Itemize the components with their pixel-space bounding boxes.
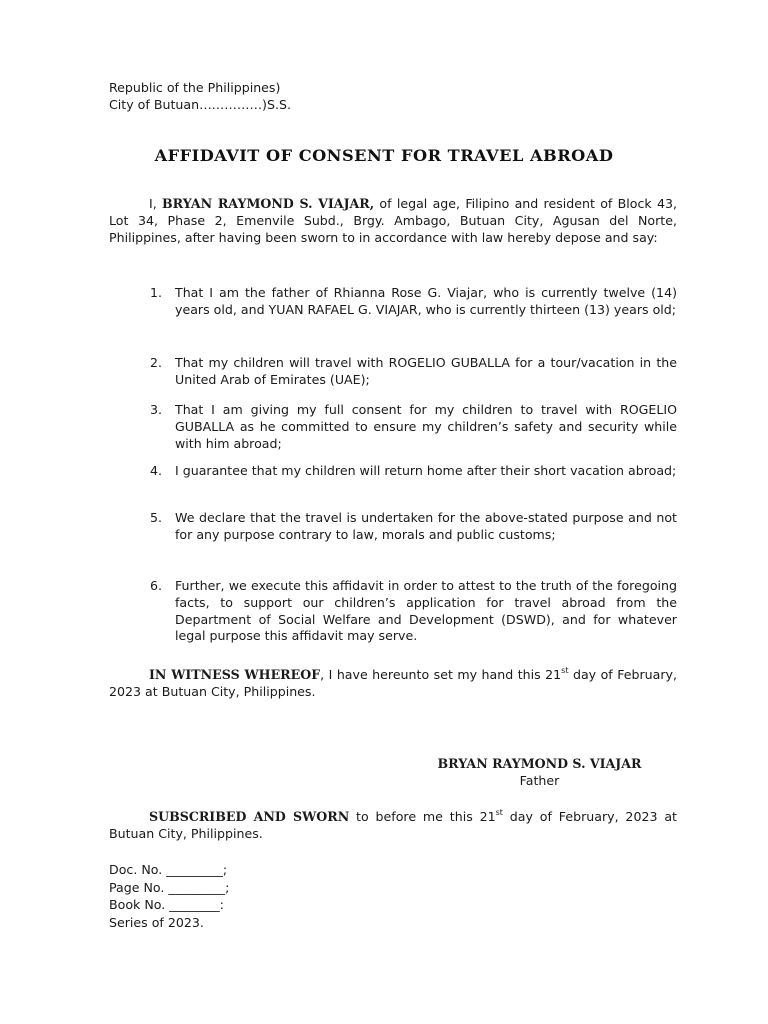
notarial-register — [109, 862, 229, 932]
item-text: That my children will travel with ROGELIO GUBALLA for a tour/vacation in the United Arab of Emirates (UAE); — [175, 355, 677, 387]
list-item — [150, 355, 677, 389]
doc-number: Doc. No. _________; — [109, 862, 228, 877]
signatory-name: BRYAN RAYMOND S. VIAJAR — [437, 756, 642, 771]
venue-line-city: City of Butuan……………)S.S. — [109, 96, 291, 112]
intro-paragraph — [109, 196, 677, 246]
series-year: Series of 2023. — [109, 914, 204, 930]
intro-lead: I, — [149, 196, 157, 211]
item-text: We declare that the travel is undertaken for the above-stated purpose and not for any purpose contrary to law, morals and public customs; — [175, 510, 677, 542]
book-number: Book No. ________: — [109, 897, 224, 913]
list-item — [150, 463, 677, 480]
item-text: That I am the father of Rhianna Rose G. Viajar, who is currently twelve (14) years old, and YUAN RAFAEL G. VIAJAR, who is currently thirteen (13) years old; — [175, 285, 677, 317]
item-number: 3. — [150, 402, 163, 417]
witness-lead: IN WITNESS WHEREOF — [149, 667, 321, 682]
list-item — [150, 402, 677, 452]
signature-block — [427, 756, 652, 790]
list-item — [150, 510, 677, 544]
item-number: 5. — [150, 510, 163, 525]
jurat-text-2: day of February, 2023 at Butuan City, Philippines. — [109, 809, 677, 841]
item-text: That I am giving my full consent for my children to travel with ROGELIO GUBALLA as he committed to ensure my children’s safety and security while with him abroad; — [175, 402, 677, 451]
venue-line-republic: Republic of the Philippines) — [109, 80, 281, 95]
item-number: 1. — [150, 285, 163, 300]
jurat-superscript: st — [495, 808, 503, 817]
item-number: 4. — [150, 463, 163, 478]
page-number: Page No. _________; — [109, 879, 230, 895]
witness-text-1: , I have hereunto set my hand this 21 — [320, 667, 562, 682]
witness-text-2: day of February, 2023 at Butuan City, Philippines. — [109, 667, 678, 699]
list-item — [150, 578, 677, 645]
signatory-role: Father — [519, 772, 560, 788]
witness-paragraph — [109, 667, 677, 701]
jurat-lead: SUBSCRIBED AND SWORN — [149, 809, 350, 824]
document-title: AFFIDAVIT OF CONSENT FOR TRAVEL ABROAD — [154, 146, 614, 165]
list-item — [150, 285, 677, 319]
jurat-paragraph — [109, 809, 677, 843]
item-text: I guarantee that my children will return home after their short vacation abroad; — [175, 463, 677, 478]
witness-superscript: st — [561, 666, 569, 675]
item-number: 6. — [150, 578, 163, 593]
item-text: Further, we execute this affidavit in order to attest to the truth of the foregoing facts, to support our children’s application for travel abroad from the Department of Social Welfare and Development (DSWD), and for whatever legal purpose this affidavit may serve. — [175, 578, 677, 644]
affiant-name: BRYAN RAYMOND S. VIAJAR, — [162, 196, 375, 211]
jurat-text-1: to before me this 21 — [349, 809, 496, 824]
venue-block — [109, 80, 291, 114]
item-number: 2. — [150, 355, 163, 370]
intro-text: of legal age, Filipino and resident of Block 43, Lot 34, Phase 2, Emenvile Subd., Brgy. Ambago, Butuan City, Agusan del Norte, Philippines, after having been sworn to in accordance with law hereby depose and say: — [109, 196, 677, 245]
